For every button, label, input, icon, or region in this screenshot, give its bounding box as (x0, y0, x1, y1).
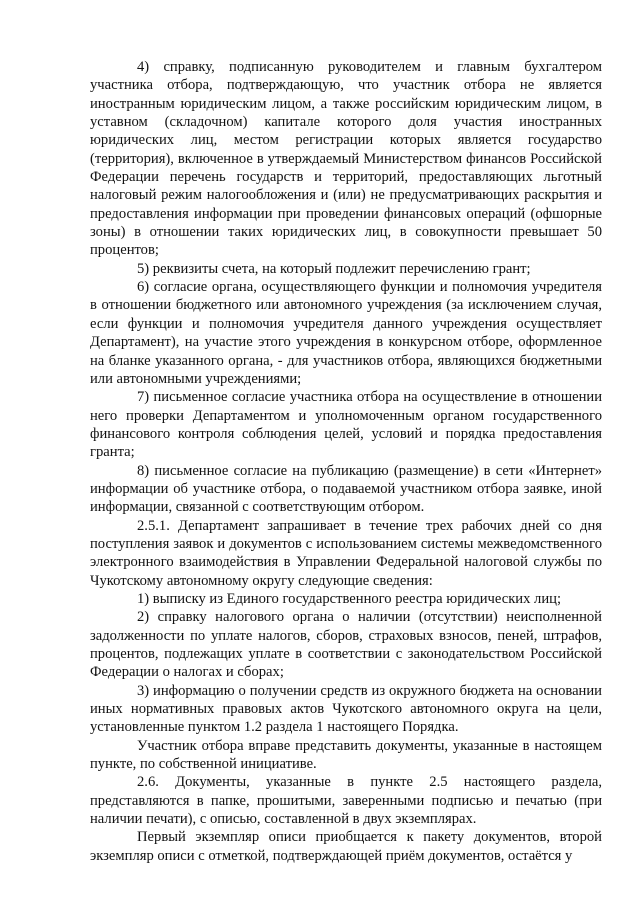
paragraph-item-4-certificate: 4) справку, подписанную руководителем и главным бухгалтером участника отбора, подтверждающую, что участник отбора не является иностранным юридическим лицом, а также российским юридическим лицом, в уставном (складочном) капитале которого доля участия иностранных юридических лиц, местом регистрации которых является государство (территория), включенное в утверждаемый Министерством финансов Российской Федерации перечень государств и территорий, предоставляющих льготный налоговый режим налогообложения и (или) не предусматривающих раскрытия и предоставления информации при проведении финансовых операций (офшорные зоны) в отношении таких юридических лиц, в совокупности превышает 50 процентов; (90, 59, 602, 259)
document-page (90, 58, 602, 865)
paragraph-request-item-3: 3) информацию о получении средств из окружного бюджета на основании иных нормативных правовых актов Чукотского автономного округа на цели, установленные пунктом 1.2 раздела 1 настоящего Порядка. (90, 682, 602, 736)
paragraph-inventory-copies: Первый экземпляр описи приобщается к пакету документов, второй экземпляр описи с отметкой, подтверждающей приём документов, остаётся у (90, 829, 602, 864)
paragraph-2-6: 2.6. Документы, указанные в пункте 2.5 настоящего раздела, представляются в папке, прошитыми, заверенными подписью и печатью (при наличии печати), с описью, составленной в двух экземплярах. (90, 774, 602, 828)
paragraph-item-8-publication-consent: 8) письменное согласие на публикацию (размещение) в сети «Интернет» информации об участнике отбора, о подаваемой участником отбора заявке, иной информации, связанной с соответствующим отбором. (90, 462, 602, 516)
paragraph-2-5-1: 2.5.1. Департамент запрашивает в течение трех рабочих дней со дня поступления заявок и документов с использованием системы межведомственного электронного взаимодействия в Управлении Федеральной налоговой службы по Чукотскому автономному округу следующие сведения: (90, 517, 602, 589)
paragraph-request-item-1: 1) выписку из Единого государственного реестра юридических лиц; (137, 590, 562, 607)
paragraph-request-item-2: 2) справку налогового органа о наличии (отсутствии) неисполненной задолженности по уплате налогов, сборов, страховых взносов, пеней, штрафов, процентов, подлежащих уплате в соответствии с законодательством Российской Федерации о налогах и сборах; (90, 609, 602, 681)
paragraph-item-5-account-details: 5) реквизиты счета, на который подлежит перечислению грант; (137, 260, 531, 277)
paragraph-item-7-inspection-consent: 7) письменное согласие участника отбора на осуществление в отношении него проверки Департаментом и уполномоченным органом государственного финансового контроля соблюдения целей, условий и порядка предоставления гранта; (90, 389, 602, 461)
paragraph-item-6-founder-consent: 6) согласие органа, осуществляющего функции и полномочия учредителя в отношении бюджетного или автономного учреждения (за исключением случая, если функции и полномочия учредителя данного учреждения осуществляет Департамент), на участие этого учреждения в конкурсном отборе, оформленное на бланке указанного органа, - для участников отбора, являющихся бюджетными или автономными учреждениями; (90, 279, 602, 387)
paragraph-own-initiative: Участник отбора вправе представить документы, указанные в настоящем пункте, по собственной инициативе. (90, 737, 602, 773)
